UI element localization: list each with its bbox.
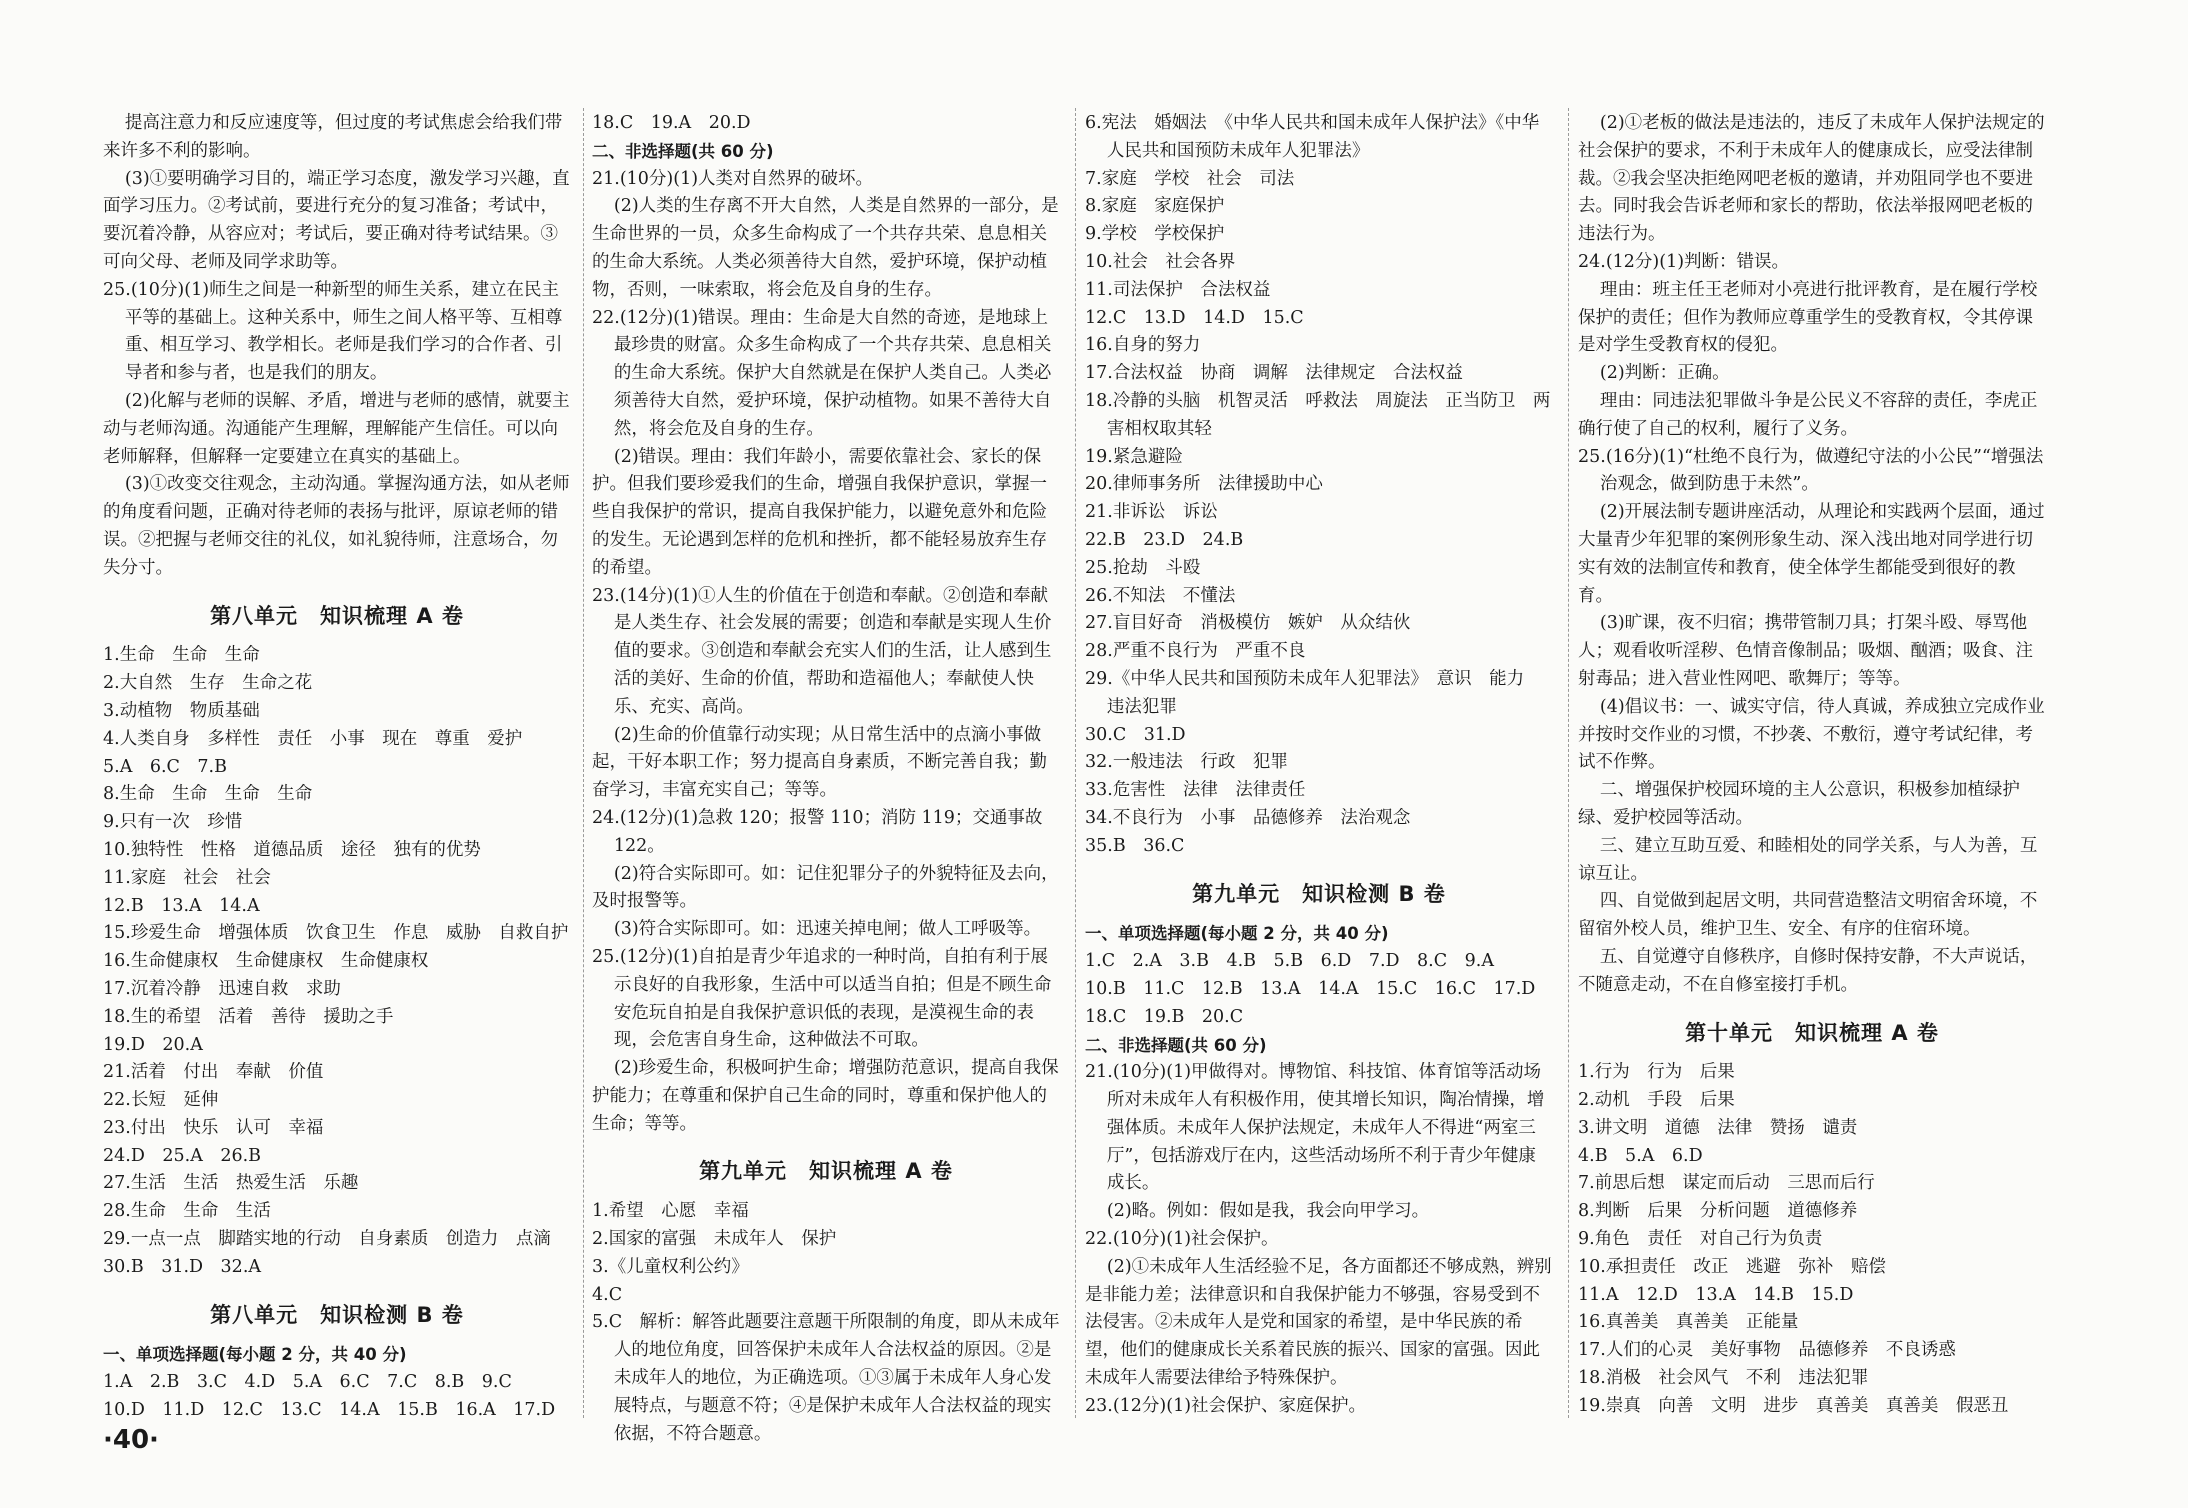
answer-line: 24.(12分)(1)判断：错误。 [1578, 251, 1790, 272]
answer-line: 25.抢劫 斗殴 [1085, 557, 1201, 578]
answer-line: 21.非诉讼 诉讼 [1085, 502, 1218, 523]
answer-line: 22.(12分)(1)错误。理由：生命是大自然的奇迹，是地球上最珍贵的财富。众多生命构成了一个共存共荣、息息相关的生命大系统。保护大自然就是在保护人类自己。人类必须善待大自然，爱护环境，保护动植物。如果不善待大自然，将会危及自身的生存。 [592, 307, 1052, 439]
answer-line: 11.司法保护 合法权益 [1085, 279, 1271, 300]
answer-line: 21.活着 付出 奉献 价值 [103, 1062, 324, 1083]
answer-line: 21.(10分)(1)甲做得对。博物馆、科技馆、体育馆等活动场所对未成年人有积极作用，使其增长知识，陶冶情操，增强体质。未成年人保护法规定，未成年人不得进“两室三厅”，包括游戏厅在内，这些活动场所不利于青少年健康成长。 [1085, 1062, 1545, 1194]
answer-line: 19.D 20.A [103, 1034, 203, 1055]
answer-line: (2)生命的价值靠行动实现；从日常生活中的点滴小事做起，干好本职工作；努力提高自身素质，不断完善自我；勤奋学习，丰富充实自己；等等。 [592, 724, 1047, 801]
answer-line: 29.一点一点 脚踏实地的行动 自身素质 创造力 点滴 [103, 1229, 551, 1250]
answer-line: 7.家庭 学校 社会 司法 [1085, 168, 1295, 189]
answer-line: 10.D 11.D 12.C 13.C 14.A 15.B 16.A 17.D [103, 1400, 556, 1421]
column-separator [583, 108, 584, 1418]
answer-line: 24.D 25.A 26.B [103, 1145, 262, 1166]
answer-line: 27.盲目好奇 消极模仿 嫉妒 从众结伙 [1085, 613, 1411, 634]
answer-line: 28.严重不良行为 严重不良 [1085, 641, 1306, 662]
answer-line: 25.(10分)(1)师生之间是一种新型的师生关系，建立在民主平等的基础上。这种关系中，师生之间人格平等、互相尊重、相互学习、教学相长。老师是我们学习的合作者、引导者和参与者，也是我们的朋友。 [103, 279, 563, 384]
answer-line: 23.(14分)(1)①人生的价值在于创造和奉献。②创造和奉献是人类生存、社会发展的需要；创造和奉献是实现人生价值的要求。③创造和奉献会充实人们的生活，让人感到生活的美好、生命的价值，帮助和造福他人；奉献使人快乐、充实、高尚。 [592, 585, 1052, 717]
answer-line: (2)珍爱生命，积极呵护生命；增强防范意识，提高自我保护能力；在尊重和保护自己生命的同时，尊重和保护他人的生命；等等。 [592, 1058, 1059, 1134]
answer-line: 22.B 23.D 24.B [1085, 529, 1244, 550]
answer-line: (2)开展法制专题讲座活动，从理论和实践两个层面，通过大量青少年犯罪的案例形象生动、深入浅出地对同学进行切实有效的法制宣传和教育，使全体学生都能受到很好的教育。 [1578, 502, 2045, 606]
answer-line: (3)①要明确学习目的，端正学习态度，激发学习兴趣，直面学习压力。②考试前，要进行充分的复习准备；考试中，要沉着冷静，从容应对；考试后，要正确对待考试结果。③可向父母、老师及同学求助等。 [103, 168, 570, 272]
answer-line: 6.宪法 婚姻法 《中华人民共和国未成年人保护法》《中华人民共和国预防未成年人犯罪法》 [1085, 113, 1540, 161]
answer-line: (2)人类的生存离不开大自然，人类是自然界的一部分，是生命世界的一员，众多生命构成了一个共存共荣、息息相关的生命大系统。人类必须善待大自然，爱护环境，保护动植物，否则，一味索取，将会危及自身的生存。 [592, 196, 1059, 300]
answer-line: 30.C 31.D [1085, 724, 1186, 745]
subsection-heading: 二、非选择题(共 60 分) [592, 141, 774, 161]
section-heading: 第九单元 知识检测 B 卷 [1192, 881, 1446, 906]
answer-line: 8.家庭 家庭保护 [1085, 196, 1225, 217]
answer-line: 16.自身的努力 [1085, 335, 1201, 356]
answer-line: 1.C 2.A 3.B 4.B 5.B 6.D 7.D 8.C 9.A [1085, 951, 1494, 972]
answer-line: (3)旷课，夜不归宿；携带管制刀具；打架斗殴、辱骂他人；观看收听淫秽、色情音像制品；吸烟、酗酒；吸食、注射毒品；进入营业性网吧、歌舞厅；等等。 [1578, 613, 2033, 689]
answer-line: 三、建立互助互爱、和睦相处的同学关系，与人为善，互谅互让。 [1578, 835, 2038, 884]
answer-line: 1.行为 行为 后果 [1578, 1062, 1735, 1083]
answer-line: 18.冷静的头脑 机智灵活 呼救法 周旋法 正当防卫 两害相权取其轻 [1085, 390, 1551, 439]
answer-line: 23.付出 快乐 认可 幸福 [103, 1117, 324, 1138]
section-heading: 第九单元 知识梳理 A 卷 [699, 1159, 953, 1184]
answer-line: 9.只有一次 珍惜 [103, 812, 243, 833]
answer-line: (2)略。例如：假如是我，我会向甲学习。 [1106, 1201, 1430, 1222]
subsection-heading: 二、非选择题(共 60 分) [1085, 1035, 1267, 1055]
answer-line: 26.不知法 不懂法 [1085, 585, 1236, 606]
answer-line: (2)判断：正确。 [1599, 363, 1730, 384]
answer-line: 理由：同违法犯罪做斗争是公民义不容辞的责任，李虎正确行使了自己的权利，履行了义务。 [1578, 390, 2038, 439]
answer-line: 18.生的希望 活着 善待 援助之手 [103, 1006, 394, 1027]
answer-line: 9.学校 学校保护 [1085, 224, 1225, 245]
answer-line: 22.长短 延伸 [103, 1090, 219, 1111]
answer-line: 28.生命 生命 生活 [103, 1201, 271, 1222]
answer-line: (2)①老板的做法是违法的，违反了未成年人保护法规定的社会保护的要求，不利于未成年人的健康成长，应受法律制裁。②我会坚决拒绝网吧老板的邀请，并劝阻同学也不要进去。同时我会告诉老师和家长的帮助，依法举报网吧老板的违法行为。 [1578, 113, 2045, 245]
answer-line: 3.《儿童权利公约》 [592, 1256, 749, 1277]
answer-line: 4.人类自身 多样性 责任 小事 现在 尊重 爱护 [103, 728, 523, 749]
answer-line: 四、自觉做到起居文明，共同营造整洁文明宿舍环境，不留宿外校人员，维护卫生、安全、有序的住宿环境。 [1578, 891, 2038, 940]
answer-line: 29.《中华人民共和国预防未成年人犯罪法》 意识 能力 违法犯罪 [1085, 668, 1542, 717]
answer-line: 20.律师事务所 法律援助中心 [1085, 474, 1323, 495]
section-heading: 第十单元 知识梳理 A 卷 [1685, 1020, 1939, 1045]
answer-line: 4.B 5.A 6.D [1578, 1145, 1703, 1166]
answer-line: 3.动植物 物质基础 [103, 700, 260, 721]
answer-line: 1.A 2.B 3.C 4.D 5.A 6.C 7.C 8.B 9.C [103, 1372, 512, 1393]
answer-line: (4)倡议书：一、诚实守信，待人真诚，养成独立完成作业并按时交作业的习惯，不抄袭、不敷衍，遵守考试纪律，考试不作弊。 [1578, 696, 2045, 773]
answer-line: 5.A 6.C 7.B [103, 756, 227, 777]
column-4 [1578, 110, 2046, 1421]
subsection-heading: 一、单项选择题(每小题 2 分，共 40 分) [103, 1345, 407, 1365]
answer-line: 22.(10分)(1)社会保护。 [1085, 1229, 1279, 1250]
answer-line: 15.珍爱生命 增强体质 饮食卫生 作息 威胁 自救自护 [103, 923, 569, 944]
section-heading: 第八单元 知识梳理 A 卷 [210, 603, 464, 628]
answer-line: 32.一般违法 行政 犯罪 [1085, 752, 1288, 773]
answer-line: 35.B 36.C [1085, 835, 1185, 856]
answer-line: (2)符合实际即可。如：记住犯罪分子的外貌特征及去向，及时报警等。 [592, 863, 1059, 912]
answer-line: 5.C 解析：解答此题要注意题干所限制的角度，即从未成年人的地位角度，回答保护未成年人合法权益的原因。②是未成年人的地位，为正确选项。①③属于未成年人身心发展特点，与题意不符；④是保护未成年人合法权益的现实依据，不符合题意。 [592, 1312, 1060, 1444]
answer-line: 1.希望 心愿 幸福 [592, 1201, 749, 1222]
answer-line: 25.(12分)(1)自拍是青少年追求的一种时尚，自拍有利于展示良好的自我形象，生活中可以适当自拍；但是不顾生命安危玩自拍是自我保护意识低的表现，是漠视生命的表现，会危害自身生命，这种做法不可取。 [592, 946, 1052, 1051]
subsection-heading: 一、单项选择题(每小题 2 分，共 40 分) [1085, 924, 1389, 944]
answer-line: 17.人们的心灵 美好事物 品德修养 不良诱惑 [1578, 1340, 1956, 1361]
answer-line: (3)①改变交往观念，主动沟通。掌握沟通方法，如从老师的角度看问题，正确对待老师的表扬与批评，原谅老师的错误。②把握与老师交往的礼仪，如礼貌待师，注意场合，勿失分寸。 [103, 474, 570, 578]
answer-line: 18.消极 社会风气 不利 违法犯罪 [1578, 1368, 1869, 1389]
answer-line: 19.紧急避险 [1085, 446, 1183, 467]
answer-line: 12.C 13.D 14.D 15.C [1085, 307, 1304, 328]
answer-line: 25.(16分)(1)“杜绝不良行为，做遵纪守法的小公民”“增强法治观念，做到防患于未然”。 [1578, 446, 2044, 495]
answer-line: 10.承担责任 改正 逃避 弥补 赔偿 [1578, 1256, 1886, 1277]
answer-line: 16.真善美 真善美 正能量 [1578, 1312, 1799, 1333]
answer-line: 2.国家的富强 未成年人 保护 [592, 1229, 837, 1250]
answer-line: 17.合法权益 协商 调解 法律规定 合法权益 [1085, 363, 1463, 384]
answer-line: 12.B 13.A 14.A [103, 895, 260, 916]
answer-line: 8.判断 后果 分析问题 道德修养 [1578, 1201, 1858, 1222]
answer-line: 2.动机 手段 后果 [1578, 1090, 1735, 1111]
answer-line: 3.讲文明 道德 法律 赞扬 谴责 [1578, 1117, 1858, 1138]
answer-line: (2)错误。理由：我们年龄小，需要依靠社会、家长的保护。但我们要珍爱我们的生命，增强自我保护意识，掌握一些自我保护的常识，提高自我保护能力，以避免意外和危险的发生。无论遇到怎样的危机和挫折，都不能轻易放弃生存的希望。 [592, 446, 1047, 578]
answer-line: 9.角色 责任 对自己行为负责 [1578, 1229, 1823, 1250]
answer-line: 34.不良行为 小事 品德修养 法治观念 [1085, 807, 1411, 828]
answer-line: 10.B 11.C 12.B 13.A 14.A 15.C 16.C 17.D [1085, 978, 1536, 999]
answer-line: 11.A 12.D 13.A 14.B 15.D [1578, 1284, 1854, 1305]
answer-line: 五、自觉遵守自修秩序，自修时保持安静，不大声说话，不随意走动，不在自修室接打手机。 [1578, 946, 2038, 995]
answer-line: 30.B 31.D 32.A [103, 1256, 262, 1277]
column-separator [1075, 108, 1076, 1418]
answer-line: 4.C [592, 1284, 623, 1305]
answer-line: 16.生命健康权 生命健康权 生命健康权 [103, 951, 429, 972]
page-number: ·40· [103, 1425, 159, 1455]
answer-line: 提高注意力和反应速度等，但过度的考试焦虑会给我们带来许多不利的影响。 [103, 113, 563, 161]
answer-line: 理由：班主任王老师对小亮进行批评教育，是在履行学校保护的责任；但作为教师应尊重学生的受教育权，令其停课是对学生受教育权的侵犯。 [1578, 279, 2038, 356]
answer-line: 24.(12分)(1)急救 120；报警 110；消防 119；交通事故 122。 [592, 807, 1049, 856]
answer-line: 19.崇真 向善 文明 进步 真善美 真善美 假恶丑 [1578, 1395, 2009, 1416]
answer-line: (2)①未成年人生活经验不足，各方面都还不够成熟，辨别是非能力差；法律意识和自我保护能力不够强，容易受到不法侵害。②未成年人是党和国家的希望，是中华民族的希望，他们的健康成长关系着民族的振兴、国家的富强。因此未成年人需要法律给予特殊保护。 [1085, 1256, 1552, 1389]
section-heading: 第八单元 知识检测 B 卷 [210, 1302, 464, 1327]
answer-line: 7.前思后想 谋定而后动 三思而后行 [1578, 1173, 1875, 1194]
answer-line: 10.社会 社会各界 [1085, 251, 1236, 272]
answer-line: (3)符合实际即可。如：迅速关掉电闸；做人工呼吸等。 [613, 919, 1042, 940]
answer-line: (2)化解与老师的误解、矛盾，增进与老师的感情，就要主动与老师沟通。沟通能产生理解，理解能产生信任。可以向老师解释，但解释一定要建立在真实的基础上。 [103, 390, 570, 467]
answer-line: 10.独特性 性格 道德品质 途径 独有的优势 [103, 839, 481, 860]
answer-line: 11.家庭 社会 社会 [103, 867, 271, 888]
answer-line: 8.生命 生命 生命 生命 [103, 784, 313, 805]
column-1 [103, 110, 571, 1425]
answer-line: 33.危害性 法律 法律责任 [1085, 780, 1306, 801]
answer-line: 17.沉着冷静 迅速自救 求助 [103, 978, 341, 999]
answer-line: 18.C 19.A 20.D [592, 113, 751, 133]
answer-line: 二、增强保护校园环境的主人公意识，积极参加植绿护绿、爱护校园等活动。 [1578, 780, 2020, 828]
answer-line: 27.生活 生活 热爱生活 乐趣 [103, 1173, 359, 1194]
answer-line: 1.生命 生命 生命 [103, 645, 260, 666]
column-3 [1085, 110, 1553, 1421]
column-separator [1568, 108, 1569, 1418]
column-2 [592, 110, 1060, 1448]
answer-line: 18.C 19.B 20.C [1085, 1006, 1244, 1027]
answer-line: 2.大自然 生存 生命之花 [103, 673, 313, 694]
answer-line: 23.(12分)(1)社会保护、家庭保护。 [1085, 1395, 1367, 1416]
answer-line: 21.(10分)(1)人类对自然界的破坏。 [592, 168, 874, 189]
